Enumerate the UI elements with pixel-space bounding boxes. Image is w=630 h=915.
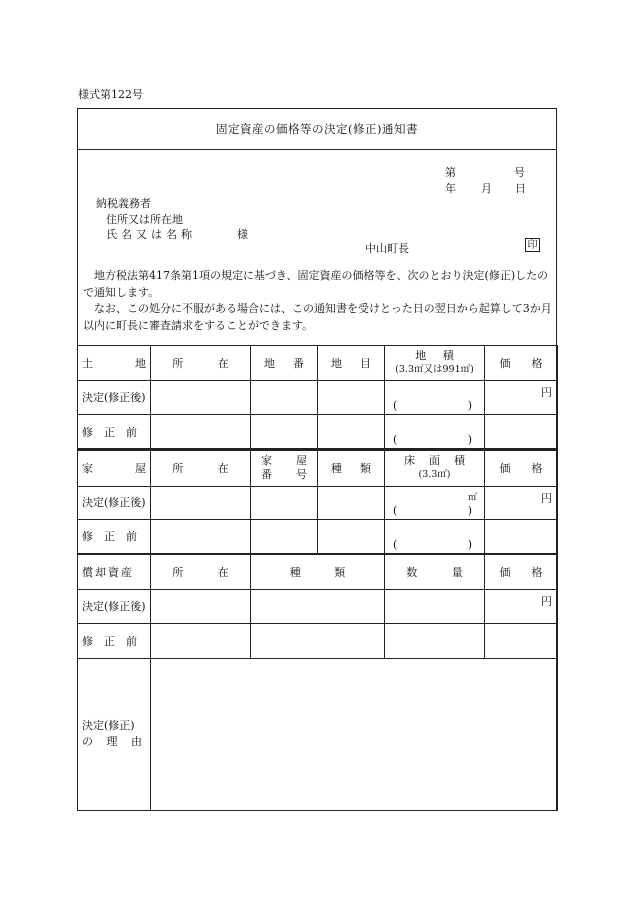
house-row-revised xyxy=(78,486,558,519)
reason-row xyxy=(78,658,558,810)
land-table xyxy=(77,345,558,449)
house-before-price[interactable] xyxy=(485,519,558,553)
depreciable-category-header: 償却資産 xyxy=(78,554,151,589)
house-kind-header: 種 類 xyxy=(331,462,371,476)
house-before-area[interactable]: ( ) xyxy=(385,519,485,553)
yen-unit: 円 xyxy=(541,491,552,505)
depreciable-before-label: 修 正 前 xyxy=(78,623,151,658)
date-month: 月 xyxy=(481,182,492,195)
land-revised-type[interactable] xyxy=(318,381,385,415)
land-before-type[interactable] xyxy=(318,415,385,449)
date-year: 年 xyxy=(445,182,456,195)
land-category-header: 土 地 xyxy=(82,357,146,370)
depreciable-revised-quantity[interactable] xyxy=(385,589,485,623)
depreciable-before-location[interactable] xyxy=(151,623,251,658)
depreciable-before-price[interactable] xyxy=(485,623,558,658)
depreciable-header-row xyxy=(78,554,558,589)
depreciable-row-before xyxy=(78,623,558,658)
doc-number-go: 号 xyxy=(514,166,525,179)
body-paragraph-1: 地方税法第417条第1項の規定に基づき、固定資産の価格等を、次のとおり決定(修正)したので通知します。 xyxy=(83,269,549,299)
house-category-header: 家 屋 xyxy=(82,462,146,476)
house-table xyxy=(77,449,558,554)
reason-field[interactable] xyxy=(151,658,558,810)
reason-label: 決定(修正) の 理 由 xyxy=(78,658,151,810)
house-before-kind[interactable] xyxy=(318,519,385,553)
seal-mark: 印 xyxy=(525,238,540,252)
land-category-type-header: 地 目 xyxy=(331,357,371,370)
depreciable-before-quantity[interactable] xyxy=(385,623,485,658)
land-lot-header: 地 番 xyxy=(264,357,304,370)
yen-unit: 円 xyxy=(541,594,552,608)
depreciable-price-header: 価 格 xyxy=(499,565,543,579)
land-before-area[interactable]: ( ) xyxy=(385,415,485,449)
house-before-location[interactable] xyxy=(151,519,251,553)
land-before-lot[interactable] xyxy=(251,415,318,449)
house-revised-number[interactable] xyxy=(251,486,318,519)
house-before-label: 修 正 前 xyxy=(78,519,151,553)
doc-number-dai: 第 xyxy=(445,166,456,179)
house-revised-area[interactable]: ㎡ ( ) xyxy=(385,486,485,519)
land-revised-price[interactable] xyxy=(485,381,558,415)
notice-body xyxy=(83,268,553,334)
name-label: 氏名又は名称 xyxy=(106,228,196,241)
land-before-location[interactable] xyxy=(151,415,251,449)
house-revised-price[interactable] xyxy=(485,486,558,519)
house-revised-location[interactable] xyxy=(151,486,251,519)
form-number: 様式第122号 xyxy=(78,88,143,101)
form-title: 固定資産の価格等の決定(修正)通知書 xyxy=(78,109,556,150)
house-floor-area-header: 床 面 積 (3.3㎡) xyxy=(385,450,485,486)
house-revised-kind[interactable] xyxy=(318,486,385,519)
land-revised-lot[interactable] xyxy=(251,381,318,415)
land-revised-label: 決定(修正後) xyxy=(78,381,151,415)
depreciable-before-kind[interactable] xyxy=(251,623,385,658)
house-revised-label: 決定(修正後) xyxy=(78,486,151,519)
body-paragraph-2: なお、この処分に不服がある場合には、この通知書を受けとった日の翌日から起算して3か月以内に町長に審査請求をすることができます。 xyxy=(83,302,552,332)
house-number-header: 家 屋 番 号 xyxy=(251,450,318,486)
house-location-header: 所 在 xyxy=(172,462,229,476)
land-header-row xyxy=(78,346,558,381)
house-before-number[interactable] xyxy=(251,519,318,553)
taxpayer-label: 納税義務者 xyxy=(96,197,151,210)
land-price-header: 価 格 xyxy=(499,357,543,370)
depreciable-location-header: 所 在 xyxy=(172,565,229,579)
depreciable-revised-price[interactable] xyxy=(485,589,558,623)
depreciable-revised-kind[interactable] xyxy=(251,589,385,623)
land-area-header: 地 積 (3.3㎡又は991㎡) xyxy=(385,346,485,381)
land-revised-area[interactable]: ( ) xyxy=(385,381,485,415)
depreciable-quantity-header: 数 量 xyxy=(406,565,463,579)
depreciable-table xyxy=(77,553,558,811)
depreciable-revised-label: 決定(修正後) xyxy=(78,589,151,623)
date-day: 日 xyxy=(515,182,526,195)
issuer-name: 中山町長 xyxy=(365,242,409,255)
house-header-row xyxy=(78,450,558,486)
depreciable-revised-location[interactable] xyxy=(151,589,251,623)
honorific: 様 xyxy=(237,228,248,241)
land-revised-location[interactable] xyxy=(151,381,251,415)
notice-form xyxy=(77,108,557,811)
square-meter-unit: ㎡ xyxy=(467,492,477,503)
house-price-header: 価 格 xyxy=(499,462,543,476)
yen-unit: 円 xyxy=(541,386,552,399)
land-row-revised xyxy=(78,381,558,415)
land-before-label: 修 正 前 xyxy=(78,415,151,449)
land-row-before xyxy=(78,415,558,449)
depreciable-row-revised xyxy=(78,589,558,623)
house-row-before xyxy=(78,519,558,553)
depreciable-kind-header: 種 類 xyxy=(289,565,346,579)
address-label: 住所又は所在地 xyxy=(106,213,183,226)
land-before-price[interactable] xyxy=(485,415,558,449)
land-location-header: 所 在 xyxy=(172,357,229,370)
